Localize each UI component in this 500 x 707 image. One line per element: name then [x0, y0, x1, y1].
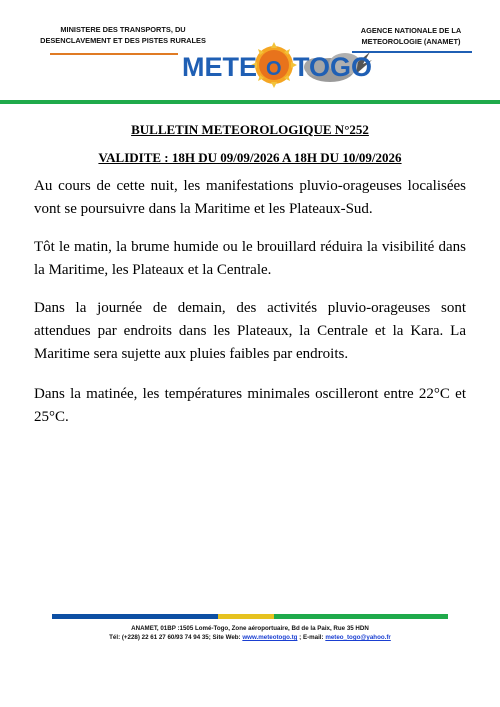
meteotogo-logo: [180, 40, 380, 88]
footer-address: ANAMET, 01BP :1505 Lomé-Togo, Zone aéroportuaire, Bd de la Paix, Rue 35 HDN: [131, 625, 369, 632]
website-link[interactable]: www.meteotogo.tg: [242, 634, 298, 641]
bulletin-validity: VALIDITE : 18H DU 09/09/2026 A 18H DU 10/09/2026: [98, 150, 402, 165]
logo-text-o: O: [266, 58, 282, 80]
ministry-line-2: DESENCLAVEMENT ET DES PISTES RURALES: [40, 36, 206, 45]
footer-phone: Tél: (+228) 22 61 27 60/93 74 94 35; Site Web:: [109, 634, 243, 641]
footer-contact: [0, 633, 500, 642]
paragraph-morning: Tôt le matin, la brume humide ou le brouillard réduira la visibilité dans la Maritime, les Plateaux et la Centrale.: [34, 239, 466, 278]
bulletin-title: BULLETIN METEOROLOGIQUE N°252: [131, 122, 369, 137]
ministry-underline: [50, 53, 178, 55]
logo-text-right: TOGO: [293, 52, 373, 82]
paragraph-day: Dans la journée de demain, des activités pluvio-orageuses sont attendues par endroits dans les Plateaux, la Centrale et la Kara. La Maritime sera sujette aux pluies faibles par endroits.: [34, 300, 466, 362]
agency-line-2: METEOROLOGIE (ANAMET): [361, 37, 461, 46]
paragraph-temperatures: Dans la matinée, les températures minimales oscilleront entre 22°C et 25°C.: [34, 386, 466, 425]
footer-divider: [52, 614, 448, 619]
agency-line-1: AGENCE NATIONALE DE LA: [360, 26, 462, 35]
email-link[interactable]: meteo_togo@yahoo.fr: [325, 634, 391, 641]
ministry-line-1: MINISTERE DES TRANSPORTS, DU: [60, 25, 186, 34]
logo-text-left: METE: [182, 52, 258, 82]
header-divider: [0, 100, 500, 104]
paragraph-night: Au cours de cette nuit, les manifestations pluvio-orageuses localisées vont se poursuivre dans la Maritime et les Plateaux-Sud.: [34, 178, 466, 217]
footer-email-label: ; E-mail:: [297, 634, 326, 641]
